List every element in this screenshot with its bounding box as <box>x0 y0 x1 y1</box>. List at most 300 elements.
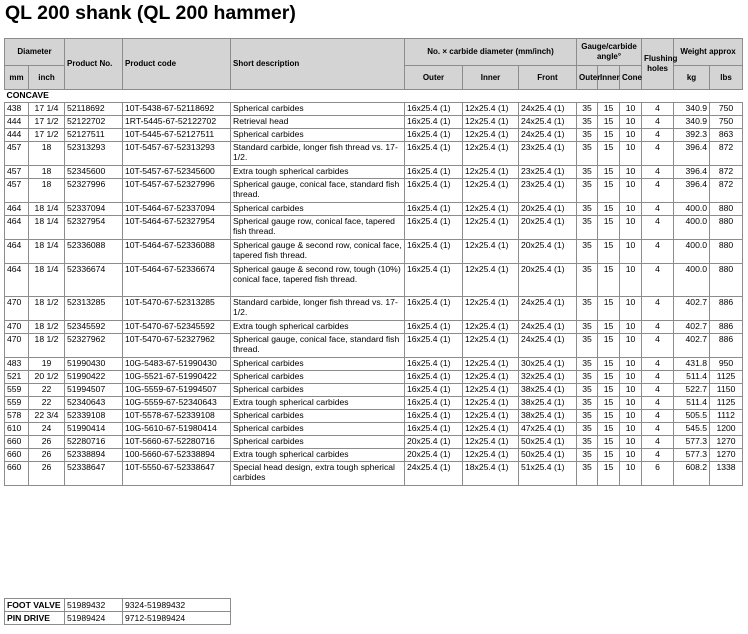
cell-flushing: 4 <box>642 321 674 334</box>
cell-inch: 24 <box>29 423 65 436</box>
cell-outer: 16x25.4 (1) <box>405 166 463 179</box>
table-row <box>5 321 743 334</box>
cell-gauge-inner: 15 <box>598 449 620 462</box>
cell-product-code: 10T-5457-67-52327996 <box>123 179 231 203</box>
spec-table <box>4 38 743 486</box>
cell-inch: 18 1/2 <box>29 334 65 358</box>
table-row <box>5 216 743 240</box>
col-outer: Outer <box>405 66 463 90</box>
cell-outer: 16x25.4 (1) <box>405 203 463 216</box>
table-body <box>5 90 743 486</box>
cell-product-code: 10T-5445-67-52127511 <box>123 129 231 142</box>
cell-lbs: 872 <box>710 166 743 179</box>
cell-lbs: 1125 <box>710 397 743 410</box>
cell-description: Spherical gauge & second row, tough (10%) conical face, tapered fish thread. <box>231 264 405 297</box>
cell-gauge-inner: 15 <box>598 166 620 179</box>
cell-gauge-cone: 10 <box>620 334 642 358</box>
cell-front: 50x25.4 (1) <box>519 449 577 462</box>
cell-flushing: 4 <box>642 203 674 216</box>
cell-gauge-inner: 15 <box>598 462 620 486</box>
cell-gauge-outer: 35 <box>577 449 598 462</box>
cell-product-no: 52339108 <box>65 410 123 423</box>
cell-gauge-inner: 15 <box>598 240 620 264</box>
col-kg: kg <box>674 66 710 90</box>
cell-front: 24x25.4 (1) <box>519 116 577 129</box>
cell-product-no: 52280716 <box>65 436 123 449</box>
cell-product-code: 10T-5464-67-52337094 <box>123 203 231 216</box>
cell-gauge-inner: 15 <box>598 264 620 297</box>
accessory-product-no: 51989432 <box>65 599 123 612</box>
table-row <box>5 129 743 142</box>
cell-mm: 610 <box>5 423 29 436</box>
cell-flushing: 4 <box>642 436 674 449</box>
cell-product-no: 52345592 <box>65 321 123 334</box>
accessory-label: PIN DRIVE <box>5 612 65 625</box>
cell-front: 20x25.4 (1) <box>519 240 577 264</box>
cell-gauge-inner: 15 <box>598 129 620 142</box>
table-row <box>5 371 743 384</box>
cell-lbs: 872 <box>710 142 743 166</box>
cell-inner: 12x25.4 (1) <box>463 103 519 116</box>
cell-gauge-cone: 10 <box>620 203 642 216</box>
table-row <box>5 179 743 203</box>
cell-lbs: 880 <box>710 240 743 264</box>
cell-front: 23x25.4 (1) <box>519 166 577 179</box>
cell-outer: 16x25.4 (1) <box>405 358 463 371</box>
cell-gauge-cone: 10 <box>620 103 642 116</box>
cell-outer: 24x25.4 (1) <box>405 462 463 486</box>
cell-kg: 392.3 <box>674 129 710 142</box>
cell-inch: 26 <box>29 436 65 449</box>
cell-gauge-inner: 15 <box>598 358 620 371</box>
table-row <box>5 142 743 166</box>
cell-lbs: 1338 <box>710 462 743 486</box>
cell-description: Spherical carbides <box>231 203 405 216</box>
cell-gauge-cone: 10 <box>620 397 642 410</box>
cell-lbs: 750 <box>710 116 743 129</box>
cell-kg: 400.0 <box>674 240 710 264</box>
col-gauge-cone: Cone <box>620 66 642 90</box>
cell-outer: 16x25.4 (1) <box>405 129 463 142</box>
col-short-description: Short description <box>231 39 405 90</box>
cell-lbs: 880 <box>710 264 743 297</box>
cell-inch: 18 1/4 <box>29 240 65 264</box>
cell-inch: 18 1/4 <box>29 216 65 240</box>
cell-description: Spherical carbides <box>231 436 405 449</box>
cell-lbs: 886 <box>710 297 743 321</box>
cell-kg: 431.8 <box>674 358 710 371</box>
cell-outer: 20x25.4 (1) <box>405 436 463 449</box>
cell-kg: 577.3 <box>674 449 710 462</box>
accessory-product-code: 9324-51989432 <box>123 599 231 612</box>
cell-gauge-cone: 10 <box>620 264 642 297</box>
section-row <box>5 90 743 103</box>
cell-gauge-outer: 35 <box>577 203 598 216</box>
cell-kg: 402.7 <box>674 321 710 334</box>
cell-lbs: 1270 <box>710 449 743 462</box>
cell-flushing: 4 <box>642 264 674 297</box>
col-gauge-inner: Inner <box>598 66 620 90</box>
cell-description: Spherical carbides <box>231 103 405 116</box>
cell-product-code: 100-5660-67-52338894 <box>123 449 231 462</box>
cell-inner: 12x25.4 (1) <box>463 358 519 371</box>
cell-inner: 12x25.4 (1) <box>463 397 519 410</box>
cell-product-no: 52340643 <box>65 397 123 410</box>
cell-inch: 19 <box>29 358 65 371</box>
cell-product-code: 10T-5457-67-52313293 <box>123 142 231 166</box>
cell-flushing: 4 <box>642 358 674 371</box>
cell-gauge-inner: 15 <box>598 142 620 166</box>
cell-product-code: 10T-5457-67-52345600 <box>123 166 231 179</box>
cell-flushing: 4 <box>642 129 674 142</box>
cell-product-no: 51990414 <box>65 423 123 436</box>
cell-product-code: 10G-5559-67-51994507 <box>123 384 231 397</box>
cell-flushing: 4 <box>642 397 674 410</box>
cell-kg: 396.4 <box>674 142 710 166</box>
table-row <box>5 449 743 462</box>
cell-kg: 396.4 <box>674 179 710 203</box>
cell-gauge-outer: 35 <box>577 179 598 203</box>
cell-kg: 511.4 <box>674 371 710 384</box>
cell-description: Standard carbide, longer fish thread vs. 17-1/2. <box>231 297 405 321</box>
cell-mm: 464 <box>5 216 29 240</box>
cell-product-no: 52327996 <box>65 179 123 203</box>
col-product-no: Product No. <box>65 39 123 90</box>
cell-gauge-inner: 15 <box>598 321 620 334</box>
cell-inner: 12x25.4 (1) <box>463 116 519 129</box>
cell-gauge-inner: 15 <box>598 384 620 397</box>
cell-description: Special head design, extra tough spherical carbides <box>231 462 405 486</box>
cell-product-code: 10G-5610-67-51980414 <box>123 423 231 436</box>
cell-gauge-cone: 10 <box>620 423 642 436</box>
cell-gauge-cone: 10 <box>620 371 642 384</box>
cell-mm: 483 <box>5 358 29 371</box>
cell-gauge-outer: 35 <box>577 116 598 129</box>
cell-front: 30x25.4 (1) <box>519 358 577 371</box>
cell-kg: 402.7 <box>674 334 710 358</box>
table-row <box>5 116 743 129</box>
col-diameter: Diameter <box>5 39 65 66</box>
cell-kg: 545.5 <box>674 423 710 436</box>
cell-gauge-cone: 10 <box>620 358 642 371</box>
cell-lbs: 1270 <box>710 436 743 449</box>
cell-flushing: 4 <box>642 384 674 397</box>
cell-kg: 340.9 <box>674 103 710 116</box>
cell-flushing: 4 <box>642 116 674 129</box>
cell-gauge-cone: 10 <box>620 384 642 397</box>
cell-lbs: 1125 <box>710 371 743 384</box>
cell-front: 23x25.4 (1) <box>519 142 577 166</box>
cell-outer: 16x25.4 (1) <box>405 116 463 129</box>
cell-mm: 660 <box>5 462 29 486</box>
cell-gauge-cone: 10 <box>620 240 642 264</box>
cell-product-code: 10T-5578-67-52339108 <box>123 410 231 423</box>
cell-front: 38x25.4 (1) <box>519 384 577 397</box>
cell-outer: 16x25.4 (1) <box>405 297 463 321</box>
cell-gauge-outer: 35 <box>577 321 598 334</box>
cell-mm: 660 <box>5 449 29 462</box>
cell-description: Spherical gauge row, conical face, tapered fish thread. <box>231 216 405 240</box>
cell-description: Spherical gauge, conical face, standard fish thread. <box>231 179 405 203</box>
cell-inch: 22 <box>29 384 65 397</box>
table-row <box>5 599 231 612</box>
accessory-product-code: 9712-51989424 <box>123 612 231 625</box>
cell-product-code: 1RT-5445-67-52122702 <box>123 116 231 129</box>
cell-gauge-cone: 10 <box>620 321 642 334</box>
cell-gauge-inner: 15 <box>598 179 620 203</box>
cell-gauge-cone: 10 <box>620 142 642 166</box>
col-flushing-holes: Flushing holes <box>642 39 674 90</box>
table-row <box>5 358 743 371</box>
cell-inner: 12x25.4 (1) <box>463 449 519 462</box>
cell-mm: 444 <box>5 116 29 129</box>
cell-product-no: 51990422 <box>65 371 123 384</box>
cell-gauge-outer: 35 <box>577 384 598 397</box>
cell-outer: 16x25.4 (1) <box>405 240 463 264</box>
cell-product-no: 52336088 <box>65 240 123 264</box>
cell-product-no: 52118692 <box>65 103 123 116</box>
cell-flushing: 4 <box>642 103 674 116</box>
table-row <box>5 334 743 358</box>
cell-product-no: 52338894 <box>65 449 123 462</box>
cell-outer: 20x25.4 (1) <box>405 449 463 462</box>
cell-product-code: 10T-5438-67-52118692 <box>123 103 231 116</box>
cell-flushing: 4 <box>642 166 674 179</box>
cell-description: Spherical gauge, conical face, standard fish thread. <box>231 334 405 358</box>
cell-product-no: 51990430 <box>65 358 123 371</box>
col-gauge-outer: Outer <box>577 66 598 90</box>
cell-product-no: 52337094 <box>65 203 123 216</box>
cell-inner: 12x25.4 (1) <box>463 264 519 297</box>
cell-description: Extra tough spherical carbides <box>231 166 405 179</box>
cell-inner: 12x25.4 (1) <box>463 436 519 449</box>
cell-description: Spherical carbides <box>231 423 405 436</box>
cell-inch: 26 <box>29 449 65 462</box>
cell-front: 24x25.4 (1) <box>519 129 577 142</box>
table-row <box>5 462 743 486</box>
cell-lbs: 880 <box>710 203 743 216</box>
page-title: QL 200 shank (QL 200 hammer) <box>5 2 296 24</box>
table-row <box>5 612 231 625</box>
cell-outer: 16x25.4 (1) <box>405 142 463 166</box>
cell-gauge-outer: 35 <box>577 423 598 436</box>
col-inch: inch <box>29 66 65 90</box>
cell-inner: 12x25.4 (1) <box>463 142 519 166</box>
table-row <box>5 240 743 264</box>
cell-front: 24x25.4 (1) <box>519 297 577 321</box>
table-header <box>5 39 743 90</box>
cell-gauge-inner: 15 <box>598 203 620 216</box>
cell-front: 24x25.4 (1) <box>519 103 577 116</box>
cell-kg: 505.5 <box>674 410 710 423</box>
cell-product-code: 10T-5464-67-52336674 <box>123 264 231 297</box>
cell-description: Extra tough spherical carbides <box>231 321 405 334</box>
cell-outer: 16x25.4 (1) <box>405 384 463 397</box>
cell-gauge-inner: 15 <box>598 410 620 423</box>
cell-kg: 400.0 <box>674 264 710 297</box>
cell-lbs: 880 <box>710 216 743 240</box>
cell-product-no: 51994507 <box>65 384 123 397</box>
cell-inner: 12x25.4 (1) <box>463 297 519 321</box>
cell-mm: 464 <box>5 240 29 264</box>
cell-mm: 457 <box>5 142 29 166</box>
cell-front: 20x25.4 (1) <box>519 264 577 297</box>
cell-gauge-outer: 35 <box>577 103 598 116</box>
cell-gauge-cone: 10 <box>620 179 642 203</box>
cell-gauge-inner: 15 <box>598 436 620 449</box>
cell-product-code: 10G-5559-67-52340643 <box>123 397 231 410</box>
cell-product-no: 52345600 <box>65 166 123 179</box>
col-weight: Weight approx <box>674 39 743 66</box>
cell-outer: 16x25.4 (1) <box>405 334 463 358</box>
cell-mm: 457 <box>5 166 29 179</box>
cell-product-code: 10T-5470-67-52327962 <box>123 334 231 358</box>
cell-gauge-outer: 35 <box>577 397 598 410</box>
cell-front: 24x25.4 (1) <box>519 321 577 334</box>
cell-inner: 12x25.4 (1) <box>463 410 519 423</box>
cell-product-no: 52127511 <box>65 129 123 142</box>
cell-gauge-outer: 35 <box>577 142 598 166</box>
cell-mm: 470 <box>5 334 29 358</box>
cell-product-code: 10G-5483-67-51990430 <box>123 358 231 371</box>
cell-kg: 340.9 <box>674 116 710 129</box>
cell-gauge-cone: 10 <box>620 410 642 423</box>
cell-kg: 400.0 <box>674 203 710 216</box>
cell-mm: 578 <box>5 410 29 423</box>
cell-inch: 22 <box>29 397 65 410</box>
cell-flushing: 4 <box>642 410 674 423</box>
cell-front: 51x25.4 (1) <box>519 462 577 486</box>
col-front: Front <box>519 66 577 90</box>
cell-mm: 559 <box>5 397 29 410</box>
cell-inner: 12x25.4 (1) <box>463 334 519 358</box>
table-row <box>5 410 743 423</box>
cell-product-no: 52327954 <box>65 216 123 240</box>
table-row <box>5 264 743 297</box>
cell-kg: 522.7 <box>674 384 710 397</box>
section-label: CONCAVE <box>5 90 743 103</box>
accessory-product-no: 51989424 <box>65 612 123 625</box>
cell-gauge-outer: 35 <box>577 297 598 321</box>
cell-gauge-outer: 35 <box>577 436 598 449</box>
table-row <box>5 397 743 410</box>
cell-inner: 12x25.4 (1) <box>463 384 519 397</box>
cell-gauge-inner: 15 <box>598 334 620 358</box>
cell-product-no: 52336674 <box>65 264 123 297</box>
cell-inch: 20 1/2 <box>29 371 65 384</box>
col-product-code: Product code <box>123 39 231 90</box>
cell-flushing: 4 <box>642 297 674 321</box>
cell-gauge-outer: 35 <box>577 166 598 179</box>
cell-flushing: 4 <box>642 423 674 436</box>
cell-kg: 608.2 <box>674 462 710 486</box>
cell-lbs: 863 <box>710 129 743 142</box>
table-row <box>5 166 743 179</box>
col-gauge-angle: Gauge/carbide angle° <box>577 39 642 66</box>
cell-description: Spherical gauge & second row, conical face, tapered fish thread. <box>231 240 405 264</box>
cell-description: Extra tough spherical carbides <box>231 449 405 462</box>
cell-inner: 12x25.4 (1) <box>463 321 519 334</box>
col-inner: Inner <box>463 66 519 90</box>
cell-mm: 470 <box>5 297 29 321</box>
cell-inch: 26 <box>29 462 65 486</box>
cell-description: Spherical carbides <box>231 358 405 371</box>
cell-front: 47x25.4 (1) <box>519 423 577 436</box>
cell-gauge-cone: 10 <box>620 129 642 142</box>
cell-inch: 18 <box>29 179 65 203</box>
cell-gauge-outer: 35 <box>577 129 598 142</box>
cell-flushing: 4 <box>642 179 674 203</box>
cell-mm: 464 <box>5 203 29 216</box>
cell-gauge-inner: 15 <box>598 297 620 321</box>
cell-mm: 438 <box>5 103 29 116</box>
cell-flushing: 4 <box>642 216 674 240</box>
cell-gauge-cone: 10 <box>620 216 642 240</box>
cell-outer: 16x25.4 (1) <box>405 264 463 297</box>
cell-description: Standard carbide, longer fish thread vs. 17-1/2. <box>231 142 405 166</box>
table-row <box>5 103 743 116</box>
cell-gauge-outer: 35 <box>577 264 598 297</box>
cell-gauge-outer: 35 <box>577 358 598 371</box>
cell-kg: 511.4 <box>674 397 710 410</box>
cell-kg: 577.3 <box>674 436 710 449</box>
cell-gauge-outer: 35 <box>577 334 598 358</box>
cell-inch: 18 <box>29 166 65 179</box>
cell-product-no: 52327962 <box>65 334 123 358</box>
cell-gauge-cone: 10 <box>620 166 642 179</box>
cell-product-no: 52313293 <box>65 142 123 166</box>
cell-gauge-inner: 15 <box>598 216 620 240</box>
cell-gauge-inner: 15 <box>598 423 620 436</box>
cell-gauge-inner: 15 <box>598 116 620 129</box>
cell-lbs: 750 <box>710 103 743 116</box>
cell-flushing: 4 <box>642 449 674 462</box>
col-mm: mm <box>5 66 29 90</box>
col-carbide-diameter: No. × carbide diameter (mm/inch) <box>405 39 577 66</box>
cell-inner: 12x25.4 (1) <box>463 240 519 264</box>
table-row <box>5 297 743 321</box>
cell-kg: 402.7 <box>674 297 710 321</box>
table-row <box>5 436 743 449</box>
cell-gauge-inner: 15 <box>598 397 620 410</box>
cell-outer: 16x25.4 (1) <box>405 397 463 410</box>
cell-outer: 16x25.4 (1) <box>405 103 463 116</box>
cell-product-code: 10T-5464-67-52336088 <box>123 240 231 264</box>
cell-outer: 16x25.4 (1) <box>405 179 463 203</box>
cell-gauge-inner: 15 <box>598 103 620 116</box>
cell-gauge-outer: 35 <box>577 410 598 423</box>
cell-inner: 18x25.4 (1) <box>463 462 519 486</box>
cell-description: Spherical carbides <box>231 410 405 423</box>
cell-gauge-cone: 10 <box>620 116 642 129</box>
cell-inch: 17 1/2 <box>29 116 65 129</box>
cell-mm: 521 <box>5 371 29 384</box>
cell-mm: 470 <box>5 321 29 334</box>
cell-front: 38x25.4 (1) <box>519 397 577 410</box>
col-lbs: lbs <box>710 66 743 90</box>
cell-inch: 17 1/2 <box>29 129 65 142</box>
cell-inner: 12x25.4 (1) <box>463 216 519 240</box>
table-row <box>5 423 743 436</box>
cell-lbs: 886 <box>710 321 743 334</box>
cell-flushing: 6 <box>642 462 674 486</box>
cell-inner: 12x25.4 (1) <box>463 371 519 384</box>
cell-outer: 16x25.4 (1) <box>405 216 463 240</box>
cell-inner: 12x25.4 (1) <box>463 423 519 436</box>
cell-mm: 660 <box>5 436 29 449</box>
cell-inch: 17 1/4 <box>29 103 65 116</box>
cell-front: 38x25.4 (1) <box>519 410 577 423</box>
